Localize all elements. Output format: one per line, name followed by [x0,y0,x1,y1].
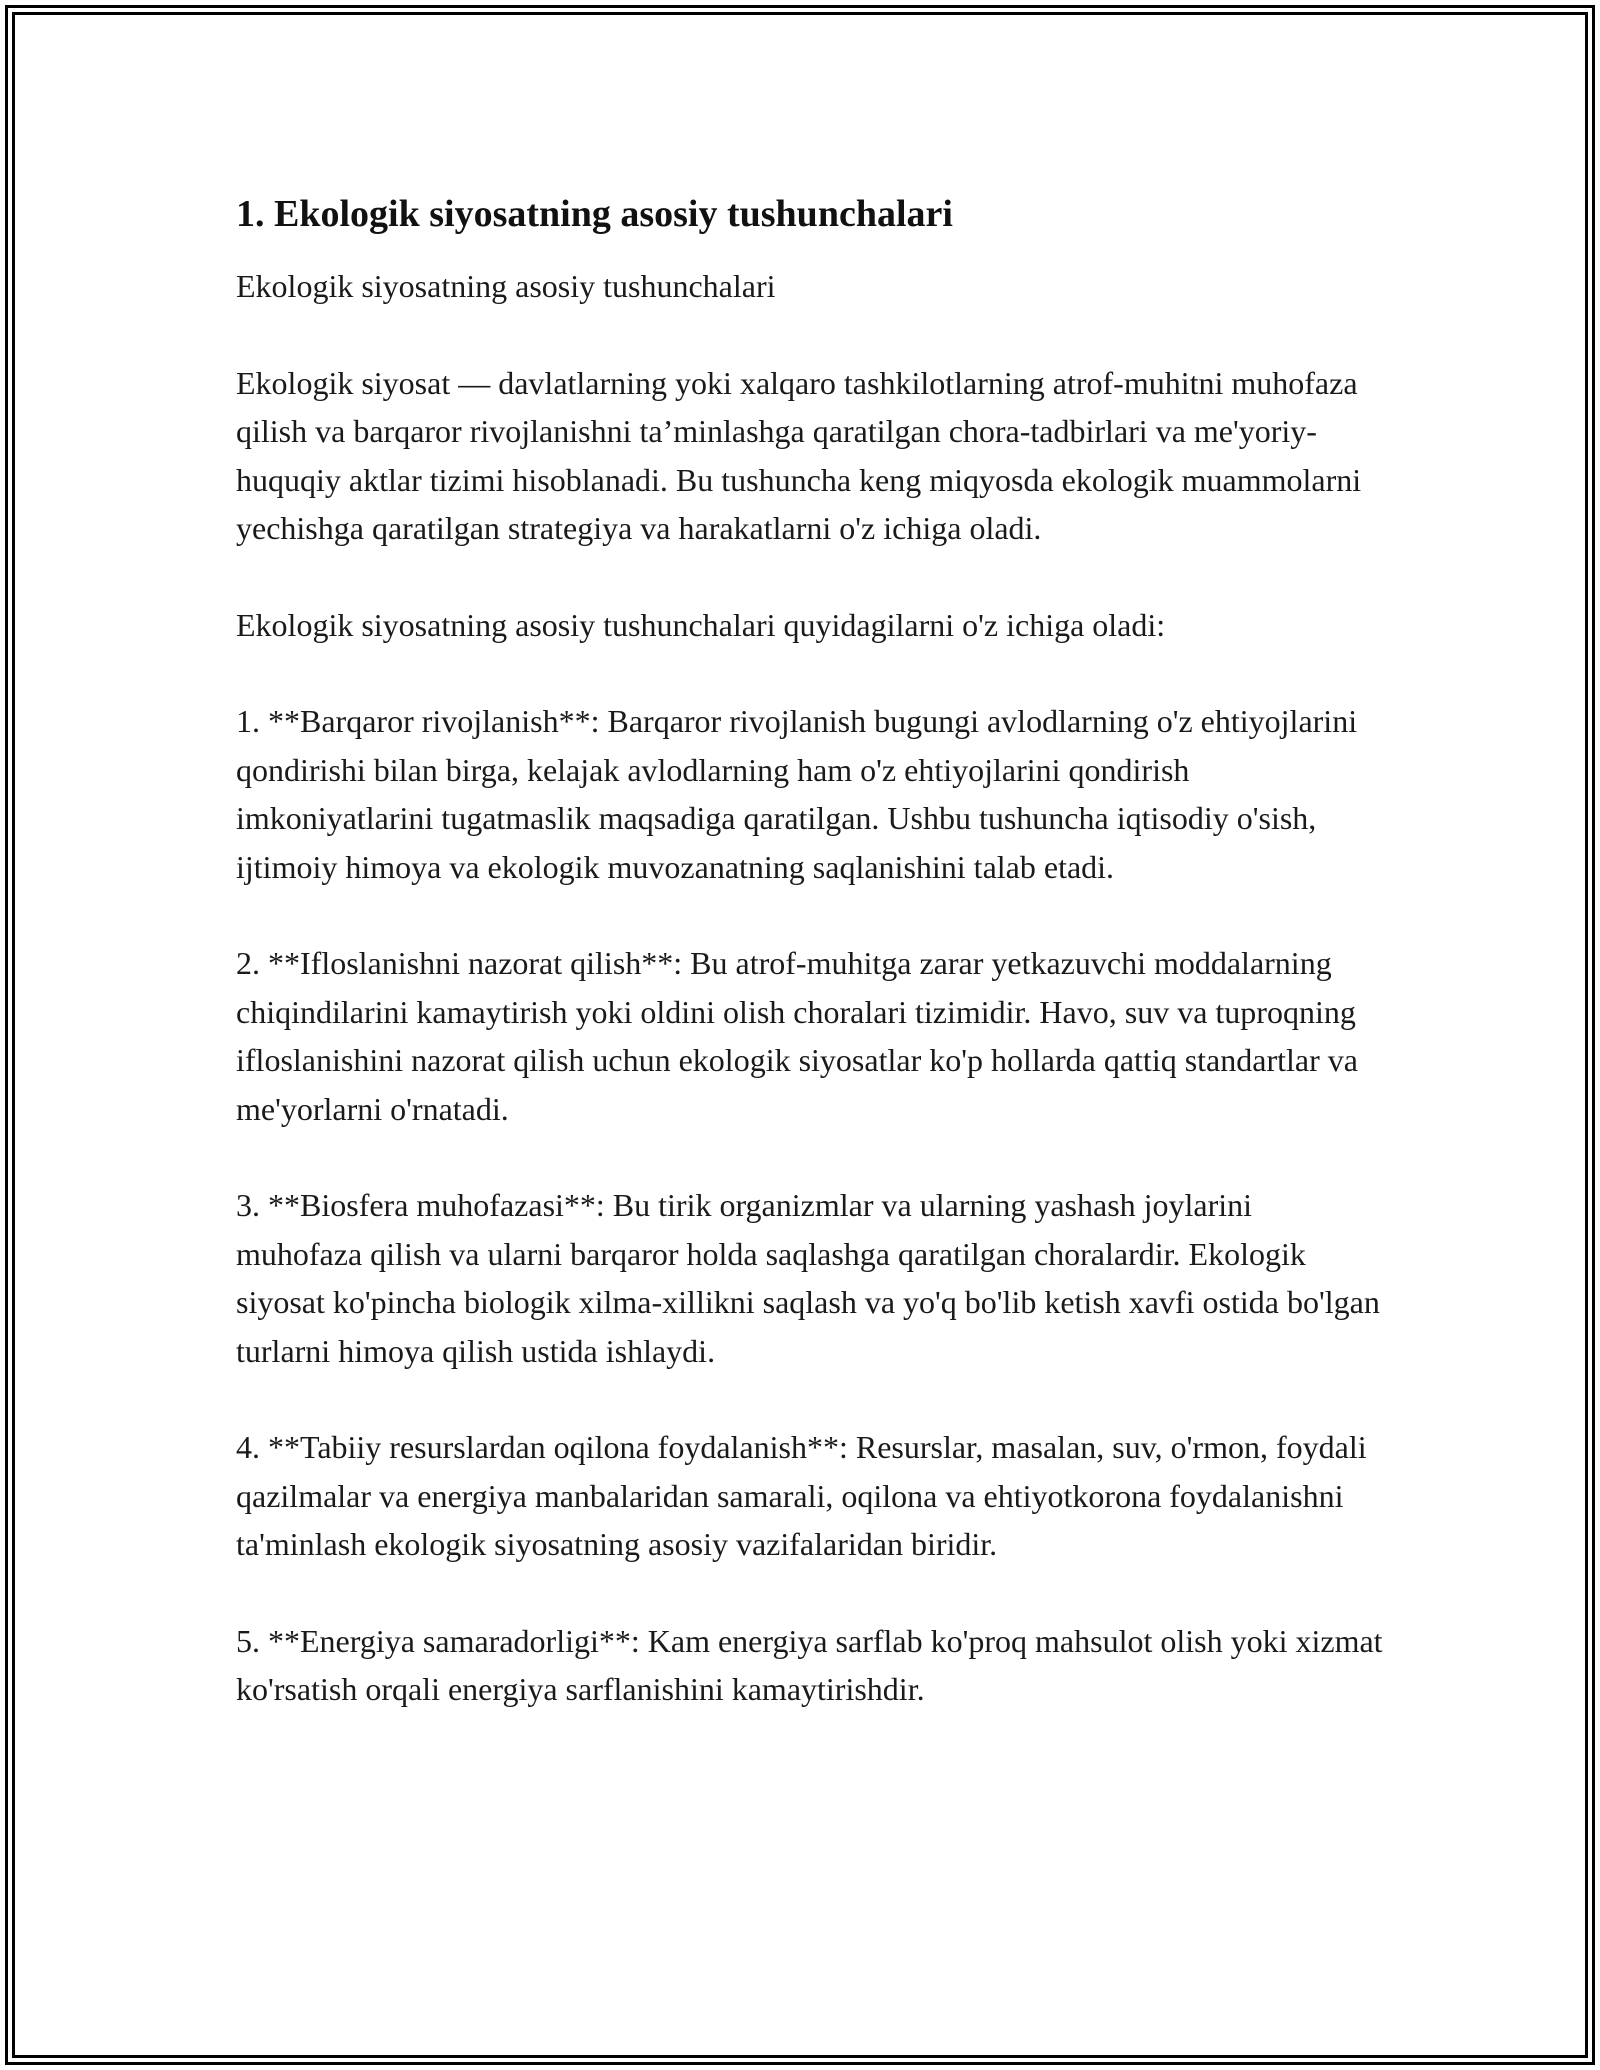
concept-item-5: 5. **Energiya samaradorligi**: Kam energiya sarflab ko'proq mahsulot olish yoki xizmat ko'rsatish orqali energiya sarflanishini kamaytirishdir. [236,1622,1383,1707]
concept-item-4: 4. **Tabiiy resurslardan oqilona foydalanish**: Resurslar, masalan, suv, o'rmon, foydali qazilmalar va energiya manbalaridan samarali, oqilona va ehtiyotkorona foydalanishni ta'minlash ekologik siyosatning asosiy vazifalaridan biridir. [236,1429,1367,1562]
document-body [236,186,1386,1714]
concept-item-1: 1. **Barqaror rivojlanish**: Barqaror rivojlanish bugungi avlodlarning o'z ehtiyojlarini qondirishi bilan birga, kelajak avlodlarning ham o'z ehtiyojlarini qondirish imkoniyatlarini tugatmaslik maqsadiga qaratilgan. Ushbu tushuncha iqtisodiy o'sish, ijtimoiy himoya va ekologik muvozanatning saqlanishini talab etadi. [236,703,1358,885]
lead-in-paragraph: Ekologik siyosatning asosiy tushunchalari quyidagilarni o'z ichiga oladi: [236,606,1166,643]
document-title: 1. Ekologik siyosatning asosiy tushunchalari [236,193,953,235]
document-subtitle: Ekologik siyosatning asosiy tushunchalari [236,268,776,304]
concept-item-2: 2. **Ifloslanishni nazorat qilish**: Bu atrof-muhitga zarar yetkazuvchi moddalarning chiqindilarini kamaytirish yoki oldini olish choralari tizimidir. Havo, suv va tuproqning ifloslanishini nazorat qilish uchun ekologik siyosatlar ko'p hollarda qattiq standartlar va me'yorlarni o'rnatadi. [236,945,1358,1127]
concept-item-3: 3. **Biosfera muhofazasi**: Bu tirik organizmlar va ularning yashash joylarini muhofaza qilish va ularni barqaror holda saqlashga qaratilgan choralardir. Ekologik siyosat ko'pincha biologik xilma-xillikni saqlash va yo'q bo'lib ketish xavfi ostida bo'lgan turlarni himoya qilish ustida ishlaydi. [236,1187,1380,1369]
intro-paragraph: Ekologik siyosat — davlatlarning yoki xalqaro tashkilotlarning atrof-muhitni muhofaza qilish va barqaror rivojlanishni ta’minlashga qaratilgan chora-tadbirlari va me'yoriy-huquqiy aktlar tizimi hisoblanadi. Bu tushuncha keng miqyosda ekologik muammolarni yechishga qaratilgan strategiya va harakatlarni o'z ichiga oladi. [236,364,1362,546]
